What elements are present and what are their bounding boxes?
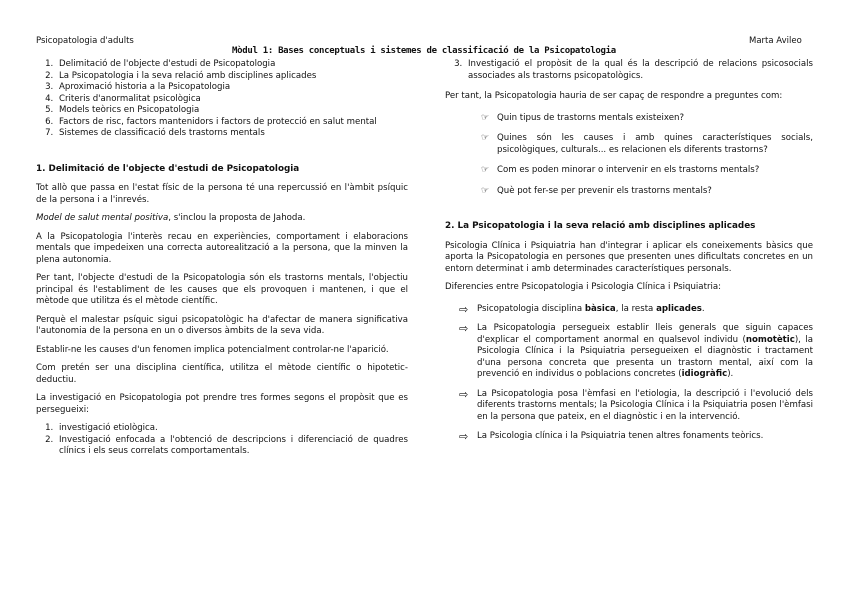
research-forms-list [36, 423, 408, 458]
paragraph: Perquè el malestar psíquic sigui psicopatològic ha d'afectar de manera significativa l'autonomia de la persona en un o diversos àmbits de la seva vida. [36, 314, 408, 336]
left-column [36, 59, 408, 458]
table-of-contents [36, 59, 408, 140]
arrow-right-icon: ⇨ [459, 430, 469, 443]
header-course: Psicopatologia d'adults [36, 36, 134, 46]
module-title: Mòdul 1: Bases conceptuals i sistemes de classificació de la Psicopatologia [232, 46, 616, 56]
header-author: Marta Avileo [749, 36, 802, 46]
difference-item: ⇨ La Psicopatologia posa l'èmfasi en l'etiologia, la descripció i l'evolució dels diferents trastorns mentals; la Psicologia Clínica i la Psiquiatria posen l'èmfasi en la persona que pateix, en el diagnòstic i en la intervenció. [459, 387, 813, 422]
paragraph: Establir-ne les causes d'un fenomen implica potencialment controlar-ne l'aparició. [36, 344, 389, 355]
research-form-item: 2. Investigació enfocada a l'obtenció de descripcions i diferenciació de quadres clínics i els seus correlats comportamentals. [56, 435, 408, 458]
toc-item: 1. Delimitació de l'objecte d'estudi de Psicopatologia [56, 59, 408, 71]
arrow-right-icon: ⇨ [459, 322, 469, 335]
arrow-right-icon: ⇨ [459, 387, 469, 401]
arrow-right-icon: ⇨ [459, 302, 469, 316]
toc-item: 7. Sistemes de classificació dels trastorns mentals [56, 128, 408, 140]
right-column [445, 59, 813, 451]
question-item: ☞ Com es poden minorar o intervenir en els trastorns mentals? [481, 165, 760, 175]
paragraph: Per tant, la Psicopatologia hauria de ser capaç de respondre a preguntes com: [445, 91, 783, 101]
question-item: ☞ Què pot fer-se per prevenir els trastorns mentals? [481, 185, 712, 196]
paragraph: Com pretén ser una disciplina científica, utilitza el mètode científic o hipotetic-deductiu. [36, 363, 408, 385]
toc-item: 6. Factors de risc, factors mantenidors i factors de protecció en salut mental [56, 117, 408, 129]
toc-item: 5. Models teòrics en Psicopatologia [56, 105, 408, 117]
paragraph: Diferencies entre Psicopatologia i Psicologia Clínica i Psiquiatria: [445, 282, 722, 292]
question-item: ☞ Quines són les causes i amb quines característiques socials, psicològiques, culturals... es relacionen els diferents trastorns? [481, 133, 813, 155]
paragraph: A la Psicopatologia l'interès recau en experiències, comportament i elaboracions mentals que impedeixen una correcta autorealització a la persona, que la minven la plena autonomia. [36, 231, 408, 265]
toc-item: 3. Aproximació historia a la Psicopatologia [56, 82, 408, 94]
pointing-hand-icon: ☞ [481, 112, 490, 123]
pointing-hand-icon: ☞ [481, 185, 490, 196]
difference-item: ⇨ La Psicopatologia persegueix establir lleis generals que siguin capaces d'explicar el comportament anormal en qualsevol individu (nomotètic), la Psicologia Clínica i la Psiquiatria persegueixen el diagnòstic i tractament d'una persona concreta que presenta un trastorn mental, així com la prevenció en individus o poblacions concretes (idiogràfic). [459, 322, 813, 379]
pointing-hand-icon: ☞ [481, 165, 490, 175]
section1-heading: 1. Delimitació de l'objecte d'estudi de Psicopatologia [36, 163, 300, 174]
section2-heading: 2. La Psicopatologia i la seva relació amb disciplines aplicades [445, 221, 756, 231]
paragraph: Per tant, l'objecte d'estudi de la Psicopatologia són els trastorns mentals, l'objectiu principal és l'establiment de les causes que els provoquen i mantenen, i que el mètode que utilitza és el mètode científic. [36, 273, 408, 306]
paragraph: La investigació en Psicopatologia pot prendre tres formes segons el propòsit que es persegueixi: [36, 393, 408, 415]
toc-item: 2. La Psicopatologia i la seva relació amb disciplines aplicades [56, 71, 408, 83]
paragraph: Psicologia Clínica i Psiquiatria han d'integrar i aplicar els coneixements bàsics que aporta la Psicopatologia en persones que presenten unes dificultats concretes en un entorn determinat i amb determinades característiques personals. [445, 240, 813, 274]
italic-term: Model de salut mental positiva [36, 213, 169, 223]
difference-item: ⇨ Psicopatologia disciplina bàsica, la resta aplicades. [459, 302, 705, 316]
difference-item: ⇨ La Psicologia clínica i la Psiquiatria tenen altres fonaments teòrics. [459, 430, 764, 443]
pointing-hand-icon: ☞ [481, 133, 490, 143]
paragraph: Model de salut mental positiva, s'inclou la proposta de Jahoda. [36, 213, 306, 223]
question-item: ☞ Quin tipus de trastorns mentals existeixen? [481, 112, 685, 123]
toc-item: 4. Criteris d'anormalitat psicològica [56, 94, 408, 106]
research-forms-list-continued [445, 59, 813, 82]
research-form-item: 1. investigació etiològica. [56, 423, 408, 435]
research-form-item: 3. Investigació el propòsit de la qual és la descripció de relacions psicosocials associades als trastorns psicopatològics. [465, 59, 813, 82]
paragraph: Tot allò que passa en l'estat físic de la persona té una repercussió en l'àmbit psíquic de la persona i a l'inrevés. [36, 183, 408, 205]
